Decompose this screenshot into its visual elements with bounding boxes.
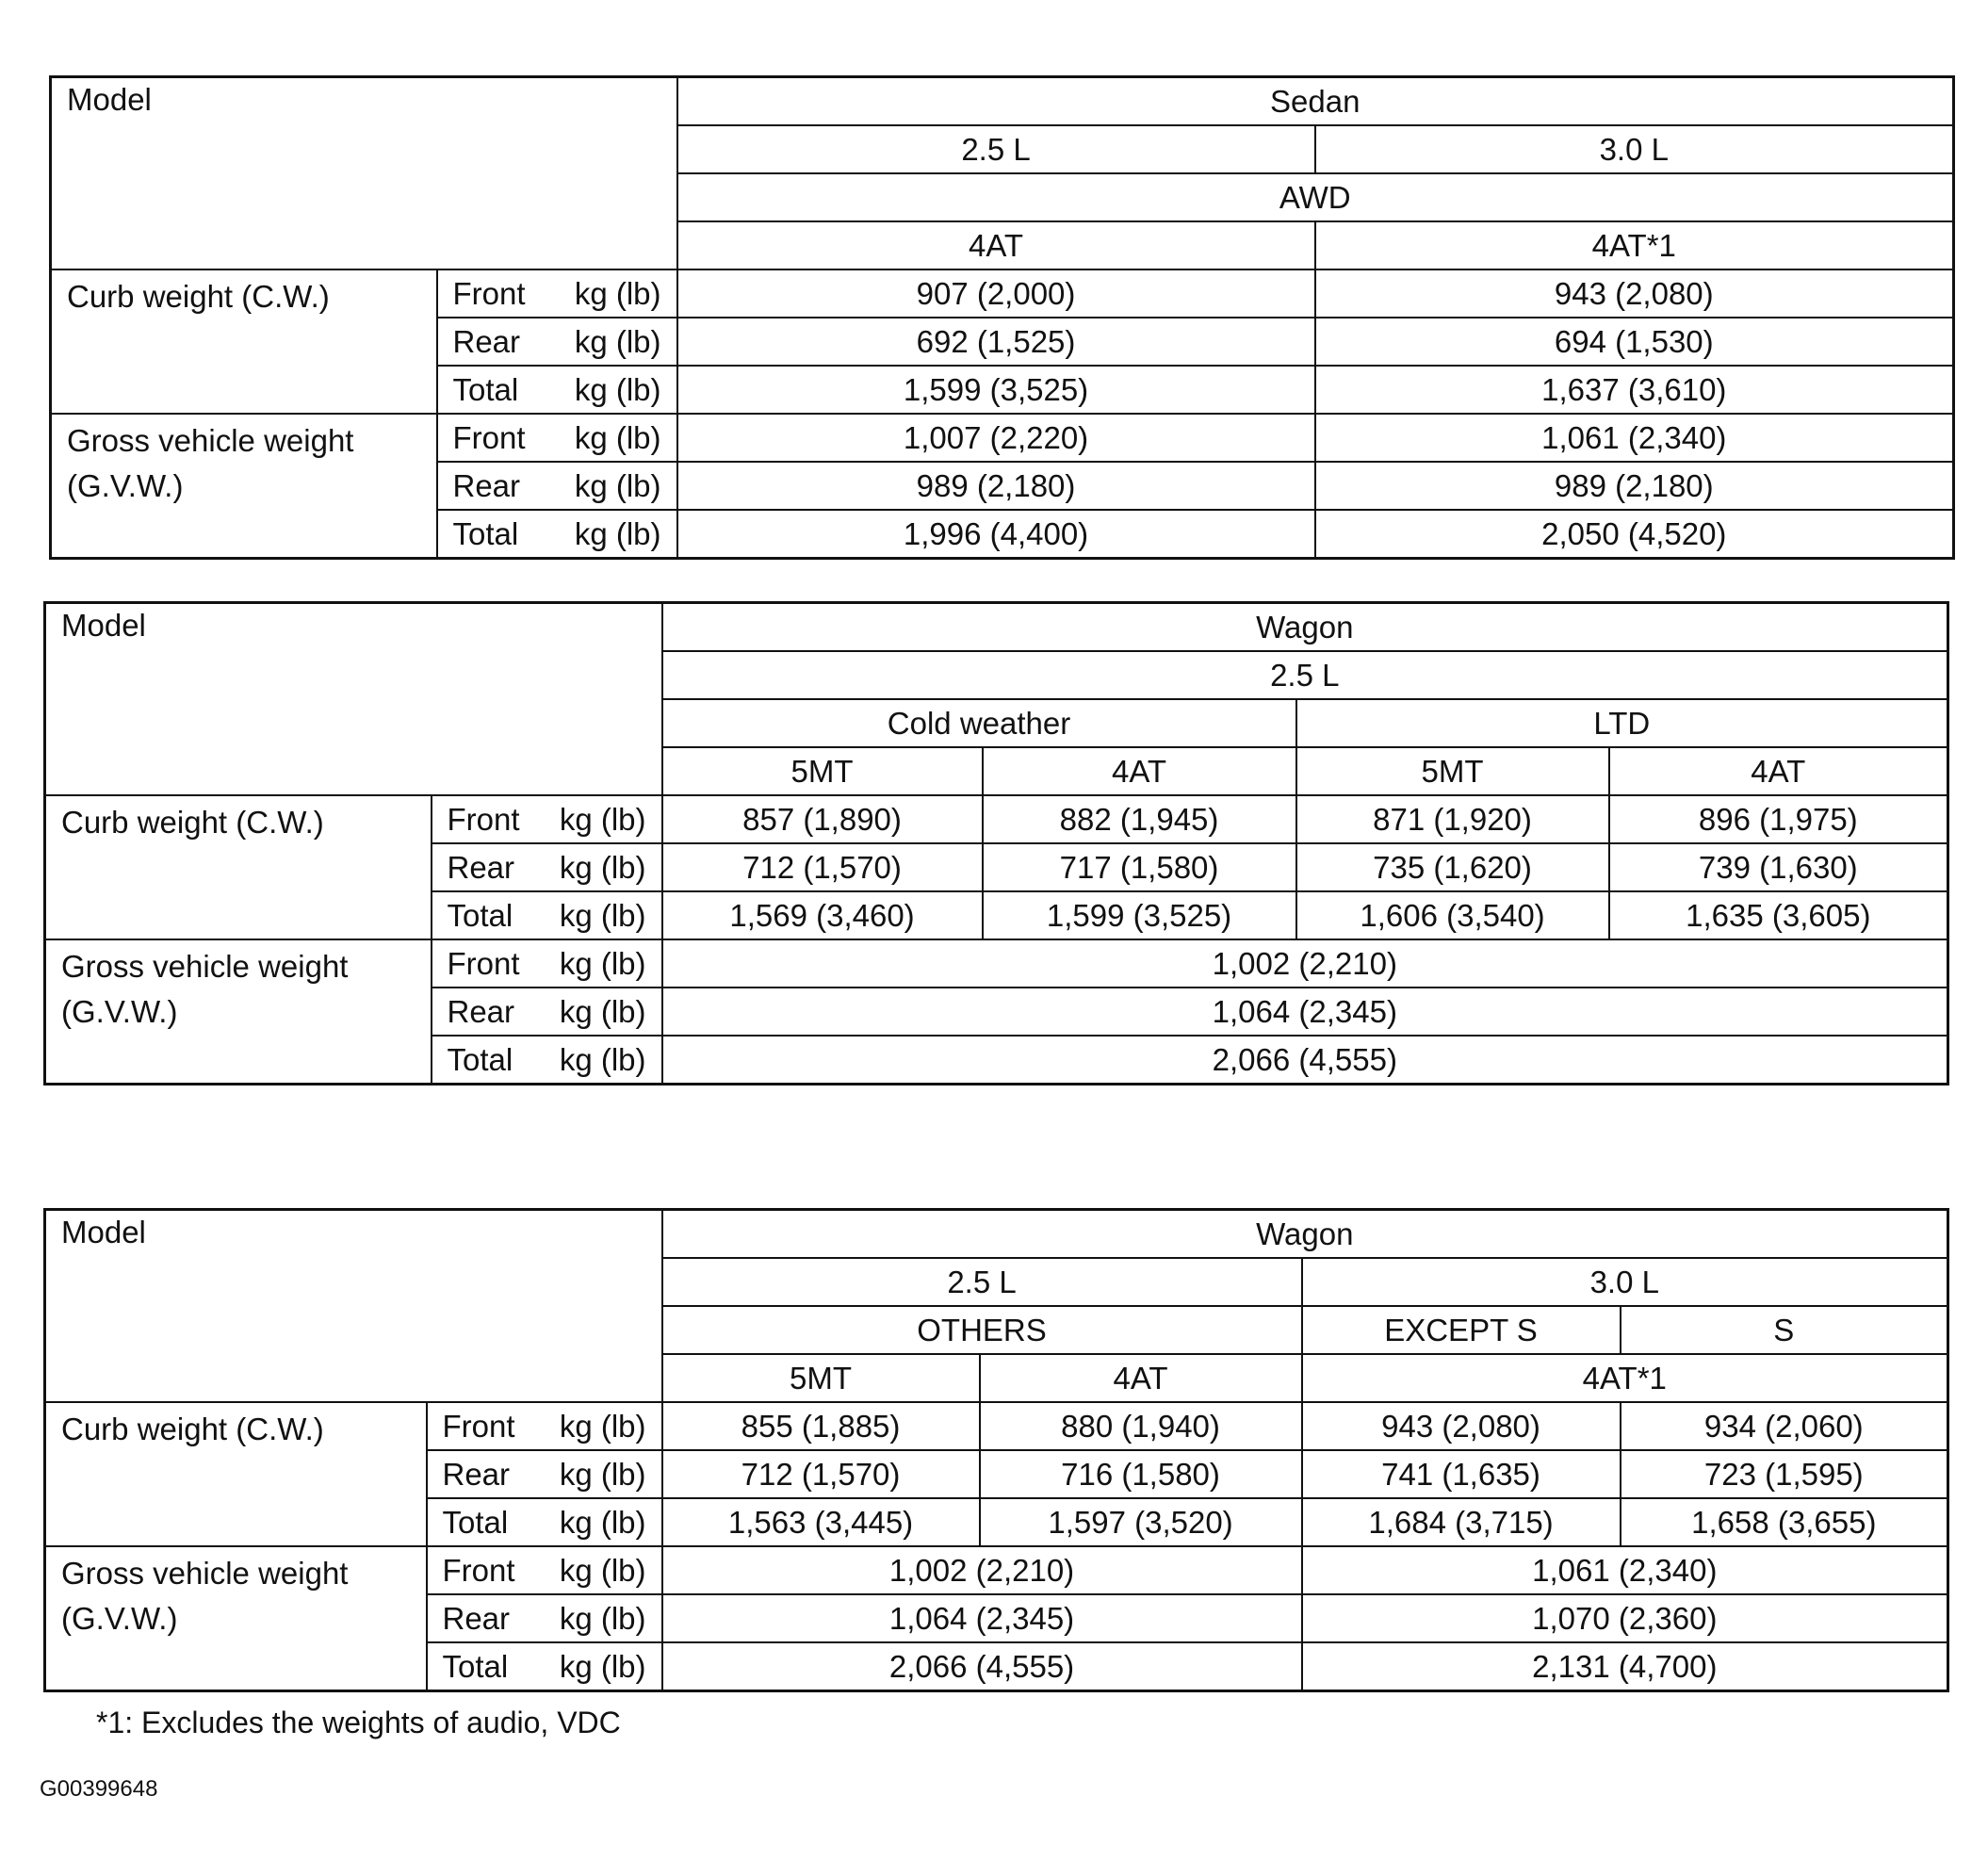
transmission-header: 4AT xyxy=(983,747,1296,795)
weight-value: 739 (1,630) xyxy=(1609,843,1948,891)
position-label: Total kg (lb) xyxy=(427,1642,662,1691)
position-label: Front kg (lb) xyxy=(437,414,677,462)
engine-header: 2.5 L xyxy=(662,651,1948,699)
weight-value: 943 (2,080) xyxy=(1302,1402,1621,1450)
engine-header: 2.5 L xyxy=(662,1258,1302,1306)
model-header: Model xyxy=(45,1210,662,1403)
weight-value: 1,064 (2,345) xyxy=(662,988,1948,1036)
weight-value: 1,002 (2,210) xyxy=(662,1546,1302,1594)
transmission-header: 5MT xyxy=(1296,747,1609,795)
weight-value: 989 (2,180) xyxy=(677,462,1315,510)
weight-value: 694 (1,530) xyxy=(1315,318,1954,366)
trim-header: EXCEPT S xyxy=(1302,1306,1621,1354)
weight-value: 1,061 (2,340) xyxy=(1302,1546,1948,1594)
body-type-header: Sedan xyxy=(677,77,1954,126)
transmission-header: 4AT*1 xyxy=(1302,1354,1948,1402)
weight-value: 1,684 (3,715) xyxy=(1302,1498,1621,1546)
weight-value: 934 (2,060) xyxy=(1621,1402,1948,1450)
position-label: Total kg (lb) xyxy=(437,366,677,414)
weight-value: 907 (2,000) xyxy=(677,269,1315,318)
weight-value: 855 (1,885) xyxy=(662,1402,980,1450)
position-label: Rear kg (lb) xyxy=(427,1450,662,1498)
position-label: Total kg (lb) xyxy=(432,891,662,939)
weight-value: 741 (1,635) xyxy=(1302,1450,1621,1498)
wagon-engine-weight-table xyxy=(43,1208,1949,1692)
gross-weight-label: Gross vehicle weight (G.V.W.) xyxy=(45,1546,427,1691)
weight-value: 2,131 (4,700) xyxy=(1302,1642,1948,1691)
weight-value: 1,563 (3,445) xyxy=(662,1498,980,1546)
position-label: Rear kg (lb) xyxy=(427,1594,662,1642)
engine-header: 3.0 L xyxy=(1302,1258,1948,1306)
weight-value: 2,050 (4,520) xyxy=(1315,510,1954,559)
weight-value: 2,066 (4,555) xyxy=(662,1036,1948,1085)
weight-value: 882 (1,945) xyxy=(983,795,1296,843)
weight-value: 723 (1,595) xyxy=(1621,1450,1948,1498)
weight-value: 1,007 (2,220) xyxy=(677,414,1315,462)
weight-value: 712 (1,570) xyxy=(662,1450,980,1498)
weight-value: 1,996 (4,400) xyxy=(677,510,1315,559)
body-type-header: Wagon xyxy=(662,603,1948,652)
curb-weight-label: Curb weight (C.W.) xyxy=(45,795,432,939)
weight-value: 712 (1,570) xyxy=(662,843,983,891)
weight-value: 692 (1,525) xyxy=(677,318,1315,366)
gross-weight-label: Gross vehicle weight (G.V.W.) xyxy=(51,414,437,559)
position-label: Total kg (lb) xyxy=(427,1498,662,1546)
wagon-weight-table xyxy=(43,601,1949,1086)
position-label: Total kg (lb) xyxy=(432,1036,662,1085)
weight-value: 735 (1,620) xyxy=(1296,843,1609,891)
position-label: Front kg (lb) xyxy=(432,939,662,988)
model-header: Model xyxy=(51,77,677,270)
transmission-header: 5MT xyxy=(662,1354,980,1402)
weight-value: 896 (1,975) xyxy=(1609,795,1948,843)
weight-value: 1,658 (3,655) xyxy=(1621,1498,1948,1546)
drive-header: AWD xyxy=(677,173,1954,221)
transmission-header: 4AT*1 xyxy=(1315,221,1954,269)
position-label: Total kg (lb) xyxy=(437,510,677,559)
position-label: Rear kg (lb) xyxy=(437,318,677,366)
weight-value: 880 (1,940) xyxy=(980,1402,1302,1450)
trim-header: OTHERS xyxy=(662,1306,1302,1354)
weight-value: 1,070 (2,360) xyxy=(1302,1594,1948,1642)
position-label: Front kg (lb) xyxy=(437,269,677,318)
transmission-header: 4AT xyxy=(677,221,1315,269)
sedan-weight-table xyxy=(49,75,1955,560)
weight-value: 717 (1,580) xyxy=(983,843,1296,891)
transmission-header: 4AT xyxy=(980,1354,1302,1402)
curb-weight-label: Curb weight (C.W.) xyxy=(45,1402,427,1546)
position-label: Front kg (lb) xyxy=(432,795,662,843)
weight-value: 1,061 (2,340) xyxy=(1315,414,1954,462)
model-header: Model xyxy=(45,603,662,796)
body-type-header: Wagon xyxy=(662,1210,1948,1259)
transmission-header: 5MT xyxy=(662,747,983,795)
weight-value: 1,599 (3,525) xyxy=(983,891,1296,939)
weight-value: 1,637 (3,610) xyxy=(1315,366,1954,414)
weight-value: 989 (2,180) xyxy=(1315,462,1954,510)
trim-header: Cold weather xyxy=(662,699,1296,747)
position-label: Rear kg (lb) xyxy=(432,988,662,1036)
transmission-header: 4AT xyxy=(1609,747,1948,795)
engine-header: 3.0 L xyxy=(1315,125,1954,173)
curb-weight-label: Curb weight (C.W.) xyxy=(51,269,437,414)
weight-value: 943 (2,080) xyxy=(1315,269,1954,318)
weight-value: 1,569 (3,460) xyxy=(662,891,983,939)
weight-value: 1,606 (3,540) xyxy=(1296,891,1609,939)
weight-value: 2,066 (4,555) xyxy=(662,1642,1302,1691)
trim-header: LTD xyxy=(1296,699,1948,747)
position-label: Rear kg (lb) xyxy=(437,462,677,510)
weight-value: 716 (1,580) xyxy=(980,1450,1302,1498)
weight-value: 1,597 (3,520) xyxy=(980,1498,1302,1546)
figure-code: G00399648 xyxy=(40,1776,158,1802)
position-label: Front kg (lb) xyxy=(427,1546,662,1594)
engine-header: 2.5 L xyxy=(677,125,1315,173)
weight-value: 1,064 (2,345) xyxy=(662,1594,1302,1642)
gross-weight-label: Gross vehicle weight (G.V.W.) xyxy=(45,939,432,1085)
weight-value: 1,599 (3,525) xyxy=(677,366,1315,414)
weight-value: 871 (1,920) xyxy=(1296,795,1609,843)
weight-value: 1,002 (2,210) xyxy=(662,939,1948,988)
weight-value: 857 (1,890) xyxy=(662,795,983,843)
trim-header: S xyxy=(1621,1306,1948,1354)
footnote: *1: Excludes the weights of audio, VDC xyxy=(96,1706,621,1739)
position-label: Front kg (lb) xyxy=(427,1402,662,1450)
weight-value: 1,635 (3,605) xyxy=(1609,891,1948,939)
position-label: Rear kg (lb) xyxy=(432,843,662,891)
